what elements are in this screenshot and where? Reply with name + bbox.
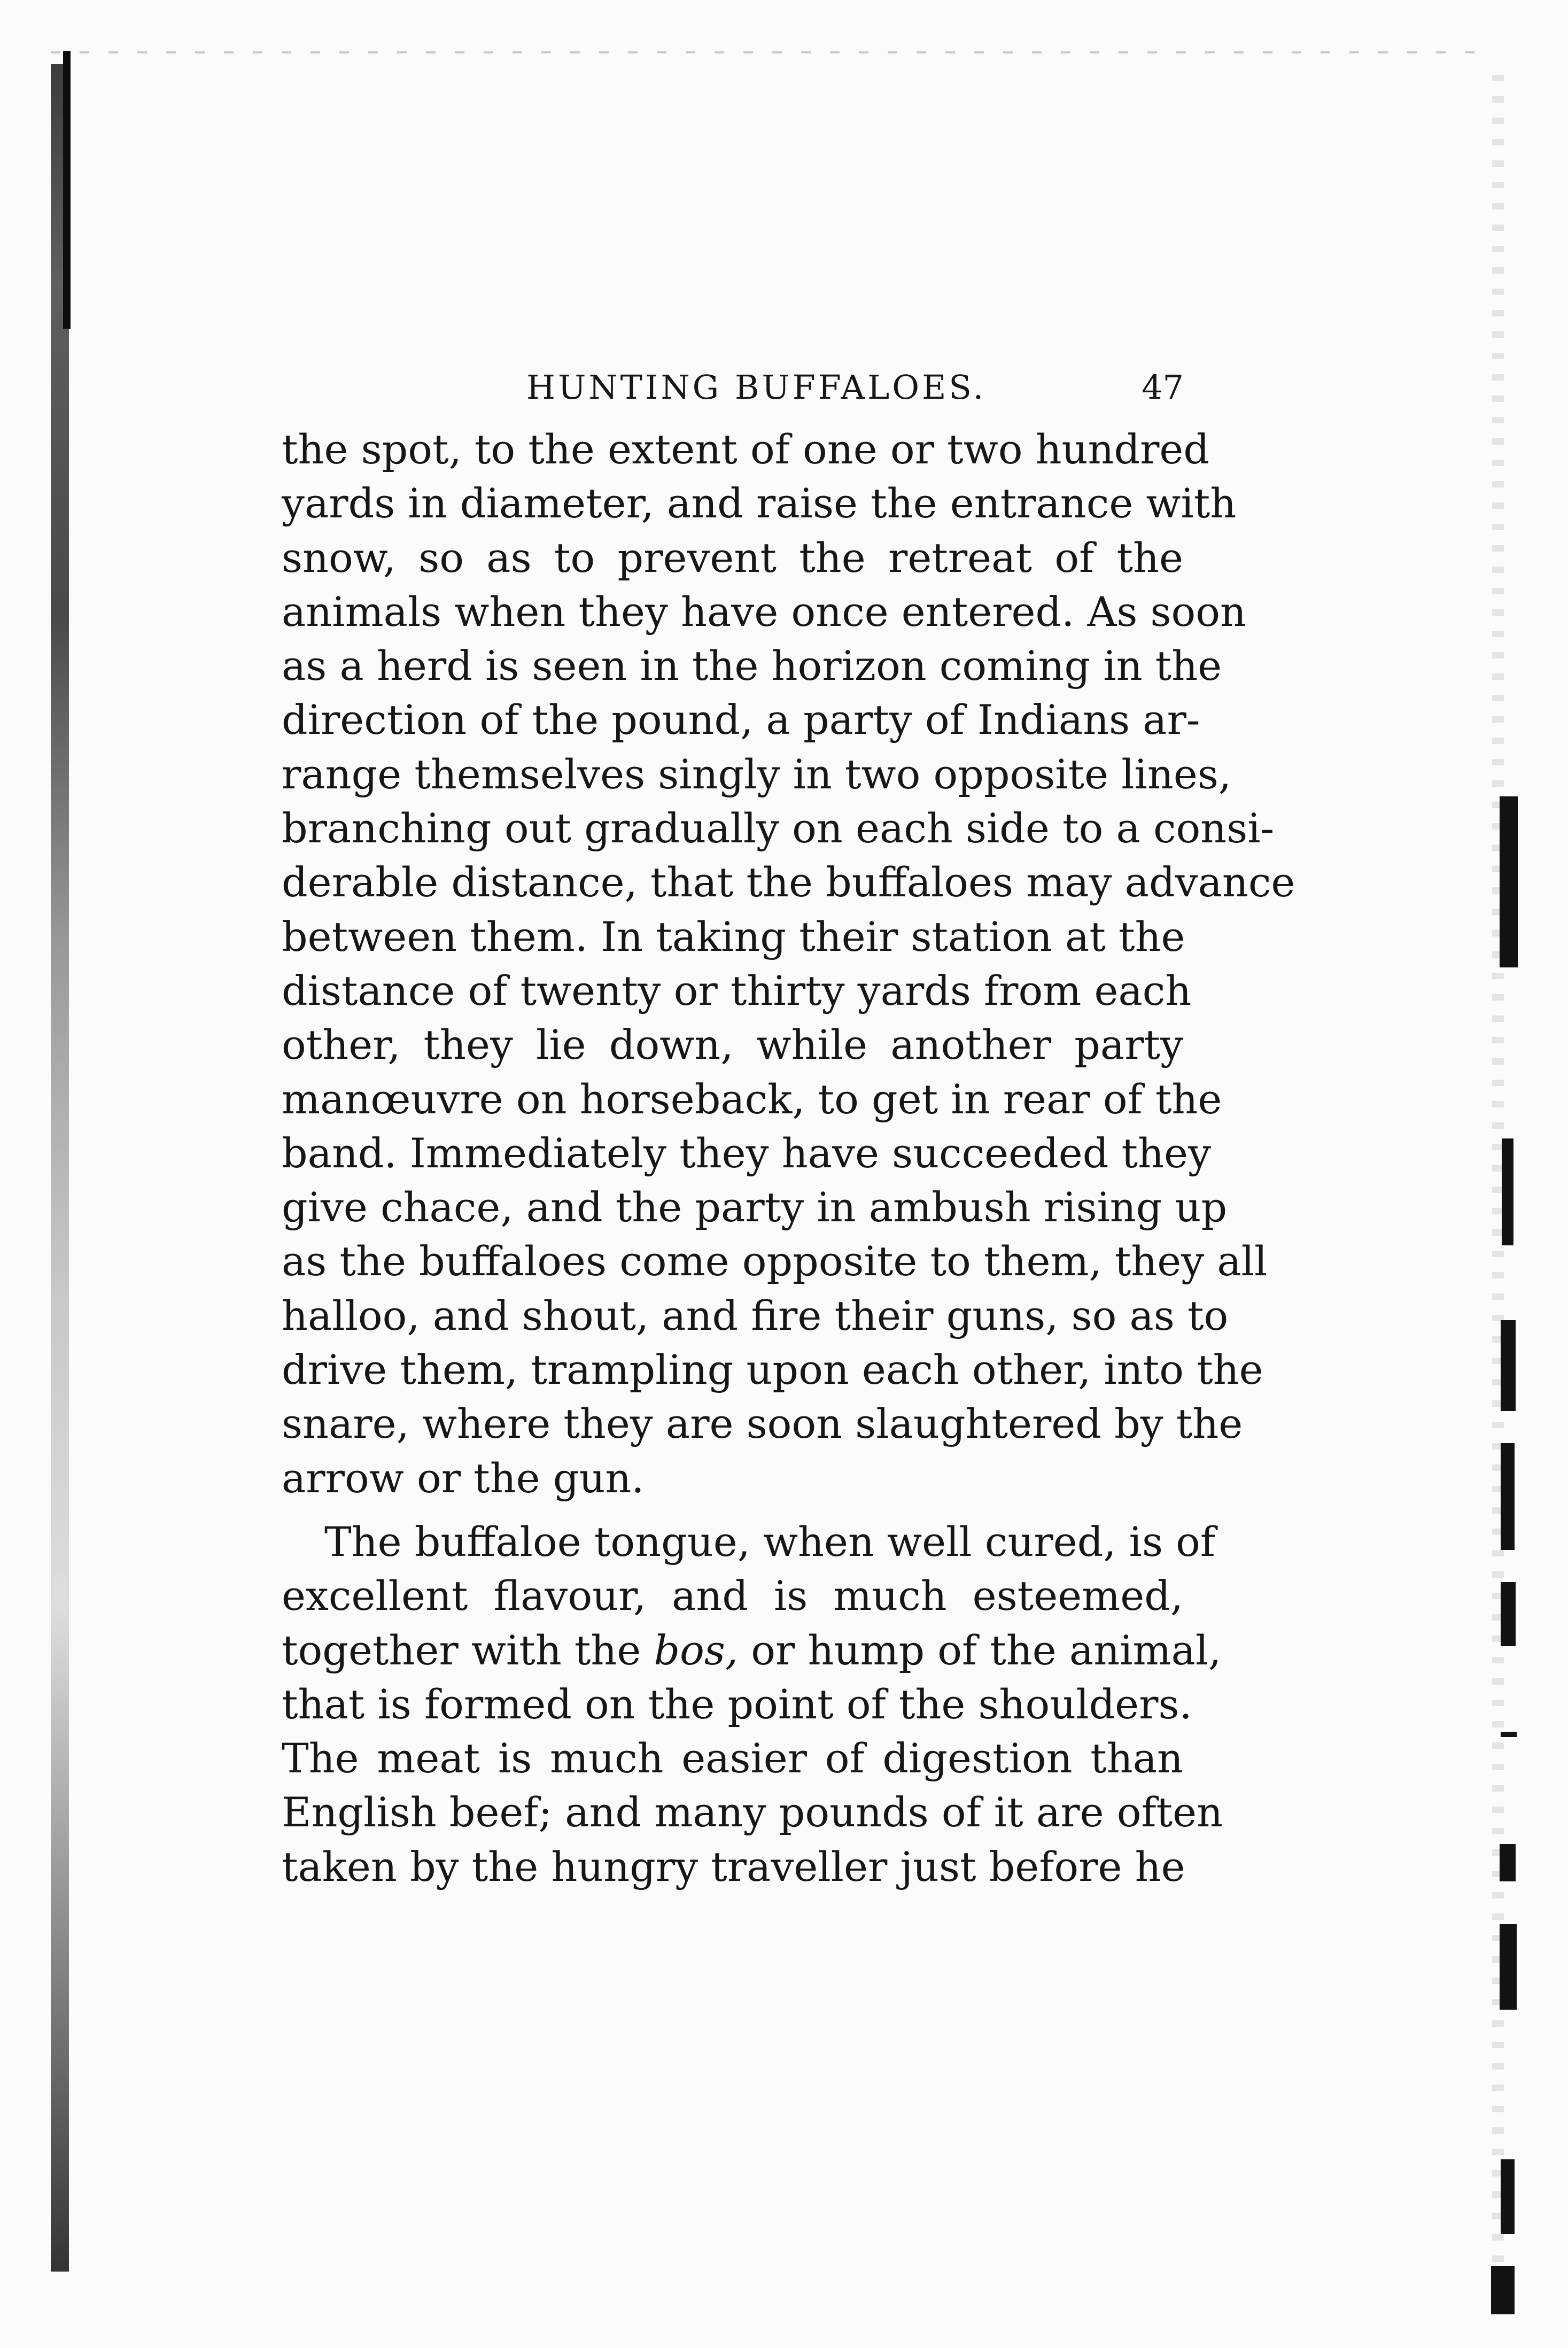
text-run: or hump of the animal,: [738, 1626, 1222, 1674]
text-line: as the buffaloes come opposite to them, they all: [282, 1237, 1268, 1285]
running-title: HUNTING BUFFALOES.: [526, 368, 987, 407]
text-line: branching out gradually on each side to a consi-: [282, 804, 1275, 853]
paragraph-gap: [282, 1505, 1183, 1515]
scan-spine-shadow: [63, 51, 71, 329]
scan-mark: [1500, 796, 1518, 967]
text-line: halloo, and shout, and fire their guns, so as to: [282, 1291, 1229, 1339]
scan-mark: [1501, 1443, 1515, 1550]
scan-mark: [1502, 1138, 1513, 1245]
text-line: The meat is much easier of digestion than: [282, 1734, 1183, 1783]
text-line: taken by the hungry traveller just before he: [282, 1842, 1185, 1890]
text-line: the spot, to the extent of one or two hundred: [282, 425, 1210, 473]
text-line: derable distance, that the buffaloes may advance: [282, 858, 1295, 906]
text-line: English beef; and many pounds of it are often: [282, 1788, 1223, 1836]
text-line: between them. In taking their station at the: [282, 912, 1185, 960]
text-line: The buffaloe tongue, when well cured, is of: [324, 1517, 1216, 1566]
italic-term: bos,: [654, 1626, 739, 1674]
text-line: yards in diameter, and raise the entrance with: [282, 479, 1237, 528]
scan-mark: [1500, 1844, 1516, 1881]
text-line: manœuvre on horseback, to get in rear of the: [282, 1075, 1222, 1123]
scan-mark: [1501, 2159, 1515, 2234]
page-number: 47: [1142, 368, 1184, 407]
scan-edge-left: [51, 64, 69, 2272]
text-line: that is formed on the point of the shoulders.: [282, 1680, 1192, 1728]
text-line: [282, 1623, 1222, 1677]
text-line: animals when they have once entered. As soon: [282, 587, 1246, 636]
running-head: [281, 366, 1184, 409]
text-line: other, they lie down, while another party: [282, 1021, 1183, 1069]
text-line: direction of the pound, a party of Indians ar-: [282, 696, 1200, 744]
scan-mark: [1500, 1924, 1517, 2010]
text-line: arrow or the gun.: [282, 1454, 645, 1502]
scan-mark: [1501, 1582, 1516, 1646]
text-line: as a herd is seen in the horizon coming in the: [282, 642, 1222, 690]
text-line: band. Immediately they have succeeded they: [282, 1129, 1211, 1177]
text-line: snare, where they are soon slaughtered by the: [282, 1400, 1243, 1448]
text-line: give chace, and the party in ambush rising up: [282, 1183, 1228, 1231]
body-text: [282, 422, 1295, 1894]
text-run: together with the: [282, 1626, 654, 1674]
text-line: drive them, trampling upon each other, into the: [282, 1346, 1263, 1394]
scan-mark: [1501, 1732, 1517, 1737]
scan-mark: [1501, 1320, 1516, 1411]
text-line: range themselves singly in two opposite lines,: [282, 750, 1231, 798]
scan-edge-top: [51, 51, 1494, 53]
text-line: distance of twenty or thirty yards from each: [282, 966, 1192, 1014]
text-line: excellent flavour, and is much esteemed,: [282, 1572, 1183, 1620]
text-line: snow, so as to prevent the retreat of the: [282, 533, 1183, 582]
scan-mark: [1491, 2266, 1515, 2314]
